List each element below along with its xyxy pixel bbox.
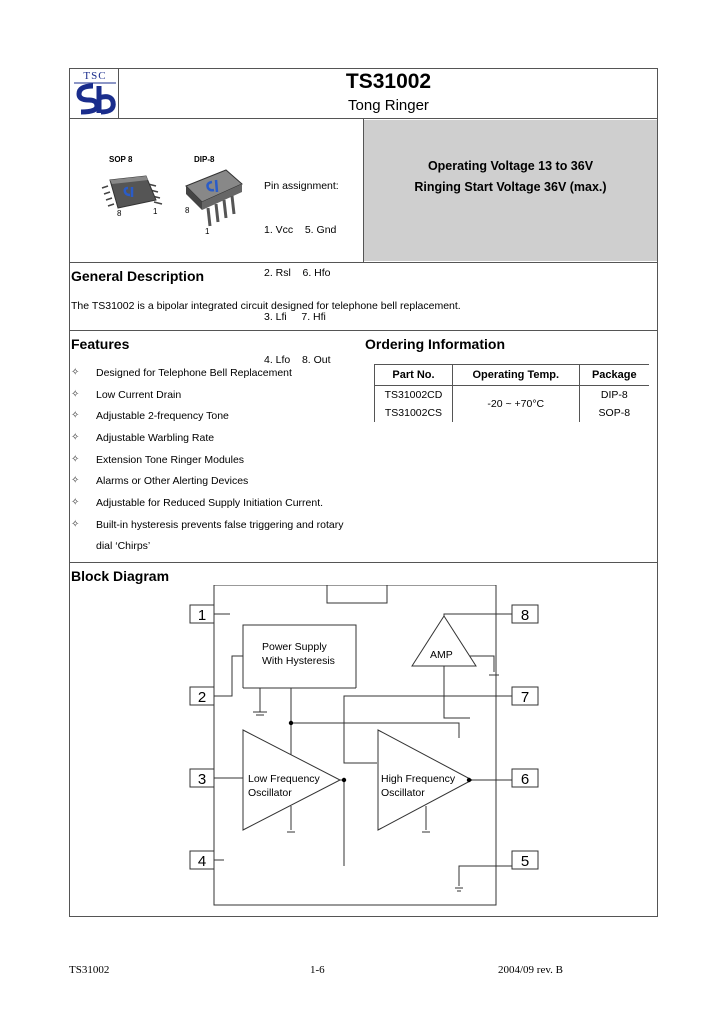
bullet-icon: ✧ [71, 367, 80, 378]
bullet-icon: ✧ [71, 389, 80, 400]
bullet-icon: ✧ [71, 497, 80, 508]
cell-temp: -20 ~ +70°C [452, 386, 579, 422]
bullet-icon: ✧ [71, 410, 80, 421]
sop8-package-icon [98, 170, 168, 220]
lfo-label: Low Frequency [248, 773, 320, 785]
sop-pin1-label: 1 [153, 207, 158, 216]
bullet-icon: ✧ [71, 475, 80, 486]
cell-part: TS31002CD [375, 386, 453, 404]
chip-body [214, 585, 496, 905]
sop-label: SOP 8 [109, 155, 133, 164]
pin-number: 4 [197, 853, 207, 870]
pin-row: 2. Rsl 6. Hfo [264, 267, 331, 279]
col-header-part: Part No. [375, 365, 453, 386]
junction-dot [289, 721, 293, 725]
spec-ringing-voltage: Ringing Start Voltage 36V (max.) [414, 180, 607, 194]
bullet-icon: ✧ [71, 519, 80, 530]
footer-part: TS31002 [69, 964, 110, 976]
dip-label: DIP-8 [194, 155, 215, 164]
table-row [375, 386, 650, 404]
power-supply-label: Power Supply [262, 641, 327, 653]
general-description-title: General Description [71, 268, 205, 284]
pin-assignment [264, 150, 339, 382]
chip-notch [327, 585, 387, 603]
page-title: TS31002 [345, 70, 432, 93]
footer-revision: 2004/09 rev. B [498, 964, 563, 976]
footer-page: 1-6 [310, 964, 325, 976]
cell-package: SOP-8 [598, 406, 631, 419]
dip-pin8-label: 8 [185, 206, 190, 215]
junction-dot [342, 778, 346, 782]
block-diagram [69, 585, 658, 917]
hfo-label: Oscillator [381, 787, 425, 799]
dip-pin1-label: 1 [205, 227, 210, 236]
pin-number: 5 [520, 853, 530, 870]
pin-number: 8 [520, 607, 530, 624]
pin-number: 6 [520, 771, 530, 788]
features-title: Features [71, 336, 130, 352]
ordering-title: Ordering Information [365, 336, 505, 352]
spec-operating-voltage: Operating Voltage 13 to 36V [427, 159, 594, 173]
logo-icon [71, 70, 119, 116]
pin-assignment-title: Pin assignment: [264, 180, 339, 192]
power-supply-label: With Hysteresis [262, 655, 335, 667]
package-divider [69, 262, 658, 263]
lfo-label: Oscillator [248, 787, 292, 799]
col-header-temp: Operating Temp. [452, 365, 579, 386]
cell-part: TS31002CS [375, 404, 453, 422]
page-subtitle: Tong Ringer [348, 97, 429, 114]
pin-row: 1. Vcc 5. Gnd [264, 223, 337, 236]
pin-row: 3. Lfi 7. Hfi [264, 310, 326, 323]
bullet-icon: ✧ [71, 454, 80, 465]
bullet-icon: ✧ [71, 432, 80, 443]
ordering-table [374, 364, 649, 422]
pin-row: 4. Lfo 8. Out [264, 354, 331, 366]
cell-package: DIP-8 [600, 388, 628, 401]
general-description-text: The TS31002 is a bipolar integrated circuit designed for telephone bell replacement. [71, 300, 461, 312]
pin-number: 3 [197, 771, 207, 788]
block-diagram-title: Block Diagram [71, 568, 170, 584]
pin-number: 2 [197, 689, 207, 706]
sop-pin8-label: 8 [117, 209, 122, 218]
logo-text: TSC [83, 70, 107, 82]
tsc-logo [71, 70, 119, 116]
amp-label: AMP [430, 649, 453, 661]
hfo-label: High Frequency [381, 773, 456, 785]
junction-dot [467, 778, 471, 782]
description-divider [69, 330, 658, 331]
dip8-package-icon [180, 164, 250, 234]
pin-number: 7 [520, 689, 530, 706]
features-divider [69, 562, 658, 563]
pin-number: 1 [197, 607, 207, 624]
col-header-package: Package [579, 365, 649, 386]
